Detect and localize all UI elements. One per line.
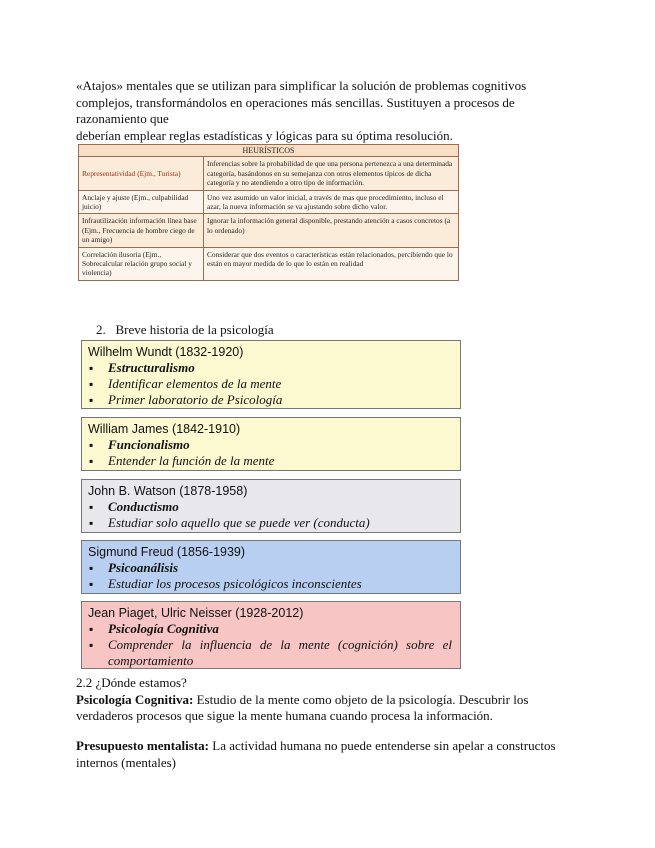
figure-card-james [81, 417, 461, 471]
list-item: ▪ Estudiar solo aquello que se puede ver (conducta) [88, 515, 454, 531]
cognitive-definition-cont: verdaderos procesos que sigue la mente humana cuando procesa la información. [76, 708, 493, 723]
mentalist-definition [76, 738, 576, 755]
heuristic-description: Inferencias sobre la probabilidad de que una persona pertenezca a una determinada categoría, basándonos en su semejanza con otros elementos típicos de dicha categoría y no atendiendo a otro tipo de información. [204, 157, 459, 190]
heuristic-name: Infrautilización información línea base (Ejm., Frecuencia de hombre ciego de un amigo) [79, 214, 204, 247]
mentalist-label: Presupuesto mentalista: [76, 738, 210, 753]
figure-name: Jean Piaget, Ulric Neisser (1928-2012) [88, 606, 304, 620]
heuristics-table [78, 144, 459, 281]
list-item: ▪ Identificar elementos de la mente [88, 376, 454, 392]
heuristics-table-header: HEURÍSTICOS [79, 145, 459, 157]
figure-name: Sigmund Freud (1856-1939) [88, 545, 246, 559]
list-item: ▪ Psicoanálisis [88, 560, 454, 576]
heuristic-name: Representatividad (Ejm., Turista) [79, 157, 204, 190]
cognitive-text: Estudio de la mente como objeto de la psicología. Descubrir los [193, 691, 529, 707]
figure-card-piaget-neisser [81, 601, 461, 669]
table-row [79, 214, 459, 247]
list-item: ▪ Psicología Cognitiva [88, 621, 454, 637]
table-row [79, 157, 459, 190]
figure-name: William James (1842-1910) [88, 422, 241, 436]
list-item: ▪ Entender la función de la mente [88, 453, 454, 469]
figure-card-wundt [81, 340, 461, 409]
figure-card-freud [81, 540, 461, 594]
section-where-heading: 2.2 ¿Dónde estamos? [76, 675, 187, 690]
cognitive-definition [76, 692, 576, 709]
heuristic-name: Correlación ilusoria (Ejm., Sobrecalcular relación grupo social y violencia) [79, 247, 204, 280]
heuristic-description: Ignorar la información general disponible, prestando atención a casos concretos (a lo ordenado) [204, 214, 459, 247]
figure-card-watson [81, 479, 461, 533]
cognitive-label: Psicología Cognitiva: [76, 691, 194, 707]
list-item: ▪ Conductismo [88, 499, 454, 515]
list-item: ▪ Primer laboratorio de Psicología [88, 392, 454, 408]
heuristic-description: Uno vez asumido un valor inicial, a través de mas que procedimiento, incluso el azar, la nueva información se va ajustando sobre dicho valor. [204, 190, 459, 214]
figure-name: John B. Watson (1878-1958) [88, 484, 248, 498]
table-row [79, 247, 459, 280]
section-title-text: Breve historia de la psicología [115, 322, 274, 337]
list-item: ▪ Estructuralismo [88, 360, 454, 376]
intro-line: deberían emplear reglas estadísticas y lógicas para su óptima resolución. [76, 127, 453, 143]
list-item: ▪ Funcionalismo [88, 437, 454, 453]
list-item-continuation: comportamiento [108, 653, 194, 668]
mentalist-definition-cont: internos (mentales) [76, 754, 176, 770]
heuristic-description: Considerar que dos eventos o características están relacionados, percibiendo que lo están en mayor medida de lo que lo están en realidad [204, 247, 459, 280]
section-history-title [96, 322, 274, 338]
heuristic-name: Anclaje y ajuste (Ejm., culpabilidad juicio) [79, 190, 204, 214]
intro-line: razonamiento que [76, 111, 169, 126]
figure-name: Wilhelm Wundt (1832-1920) [88, 345, 244, 359]
intro-line: complejos, transformándolos en operaciones más sencillas. Sustituyen a procesos de [76, 94, 515, 110]
intro-line: «Atajos» mentales que se utilizan para simplificar la solución de problemas cognitivos [76, 78, 527, 93]
table-row [79, 190, 459, 214]
section-number: 2. [96, 322, 106, 337]
list-item: ▪ Comprender la influencia de la mente (cognición) sobre el [88, 637, 454, 653]
list-item: ▪ Estudiar los procesos psicológicos inconscientes [88, 576, 454, 592]
mentalist-text: La actividad humana no puede entenderse sin apelar a constructos [209, 738, 556, 753]
